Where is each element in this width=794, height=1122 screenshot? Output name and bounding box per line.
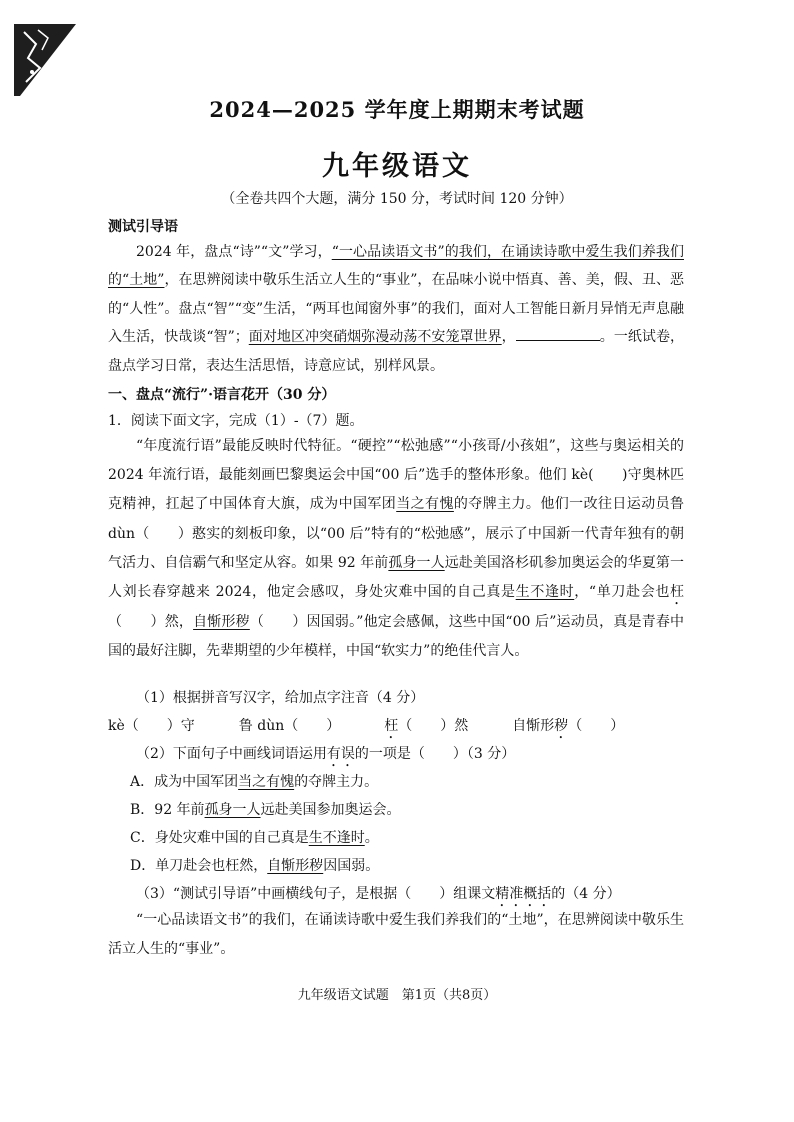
option-c: C．身处灾难中国的自己真是生不逢时。 [130, 830, 379, 846]
answer-item: 鲁 dùn（ ） [238, 718, 341, 734]
option-d: D．单刀赴会也枉然，自惭形秽因国弱。 [130, 858, 380, 874]
underlined-word: 当之有愧 [396, 496, 454, 513]
option-a: A．成为中国军团当之有愧的夺牌主力。 [130, 774, 379, 790]
underlined-word: 生不逢时 [515, 584, 575, 601]
fill-blank[interactable] [516, 328, 600, 341]
underlined-sentence-2: 面对地区冲突硝烟弥漫动荡不安笼罩世界 [248, 329, 502, 346]
answer-item: kè（ ）守 [108, 718, 195, 734]
guide-paragraph: 2024 年，盘点“诗”“文”学习，“一心品读语文书”的我们，在诵读诗歌中爱生我们养我们的“土地”，在思辨阅读中敬乐生活立人生的“事业”，在品味小说中悟真、善、美，假、丑、恶的“人性”。盘点“智”“变”生活，“两耳也闻窗外事”的我们，面对人工智能日新月异悄无声息融入生活，快哉谈“智”；面对地区冲突硝烟弥漫动荡不安笼罩世界， 。一纸试卷，盘点学习日常，表达生活思悟，诗意应试，别样风景。 [108, 244, 685, 374]
section-1-heading: 一、盘点“流行”·语言花开（30 分） [108, 387, 336, 403]
option-b: B．92 年前孤身一人远赴美国参加奥运会。 [130, 802, 401, 818]
corner-scan-mark [14, 24, 76, 96]
q1-3-quote: “一心品读语文书”的我们，在诵读诗歌中爱生我们养我们的“土地”，在思辨阅读中敬乐生活立人生的“事业”。 [108, 912, 684, 958]
page-footer: 九年级语文试题 第1页（共8页） [297, 988, 497, 1003]
answer-item: 枉 [384, 718, 399, 734]
answer-item: 自惭形 [512, 718, 555, 734]
guide-heading: 测试引导语 [108, 219, 178, 235]
exam-title: 2024—2025 学年度上期期末考试题 [209, 97, 585, 122]
dotted-char: 枉 [670, 584, 684, 601]
q1-2-stem: （2）下面句子中画线词语运用有误的一项是（ ）（3 分） [136, 746, 516, 762]
question-1-stem: 1．阅读下面文字，完成（1）-（7）题。 [108, 413, 364, 429]
exam-note: （全卷共四个大题，满分 150 分，考试时间 120 分钟） [221, 191, 573, 207]
exam-subject-title: 九年级语文 [322, 151, 472, 182]
q1-1-answers: kè（ ）守 鲁 dùn（ ） 枉（ ）然 自惭形秽（ ） [108, 718, 625, 734]
q1-1-stem: （1）根据拼音写汉字，给加点字注音（4 分） [136, 690, 425, 706]
underlined-word: 自惭形秽 [193, 614, 250, 631]
underlined-word: 孤身一人 [388, 554, 445, 571]
underlined-sentence: “一心品读语文书”的我们，在诵读诗歌中爱生我们养我们的“土地” [108, 244, 684, 289]
reading-passage: “年度流行语”最能反映时代特征。“硬控”“松弛感”“小孩哥/小孩姐”，这些与奥运相关的 2024 年流行语，最能刻画巴黎奥运会中国“00 后”选手的整体形象。他们 kè( )守奥林匹克精神，扛起了中国体育大旗，成为中国军团当之有愧的夺牌主力。他们一改往日运动员鲁 dùn（ ）憨实的刻板印象，以“00 后”特有的“松弛感”，展示了中国新一代青年独有的朝气活力、自信霸气和坚定从容。如果 92 年前孤身一人远赴美国洛杉矶参加奥运会的华夏第一人刘长春穿越来 2024，他定会感叹，身处灾难中国的自己真是生不逢时，“单刀赴会也枉（ ）然，自惭形秽（ ）因国弱。”他定会感佩，这些中国“00 后”运动员，真是青春中国的最好注脚，先辈期望的少年模样，中国“软实力”的绝佳代言人。 [108, 438, 685, 660]
q1-3-stem: （3）“测试引导语”中画横线句子，是根据（ ）组课文精准概括的（4 分） [136, 886, 621, 902]
